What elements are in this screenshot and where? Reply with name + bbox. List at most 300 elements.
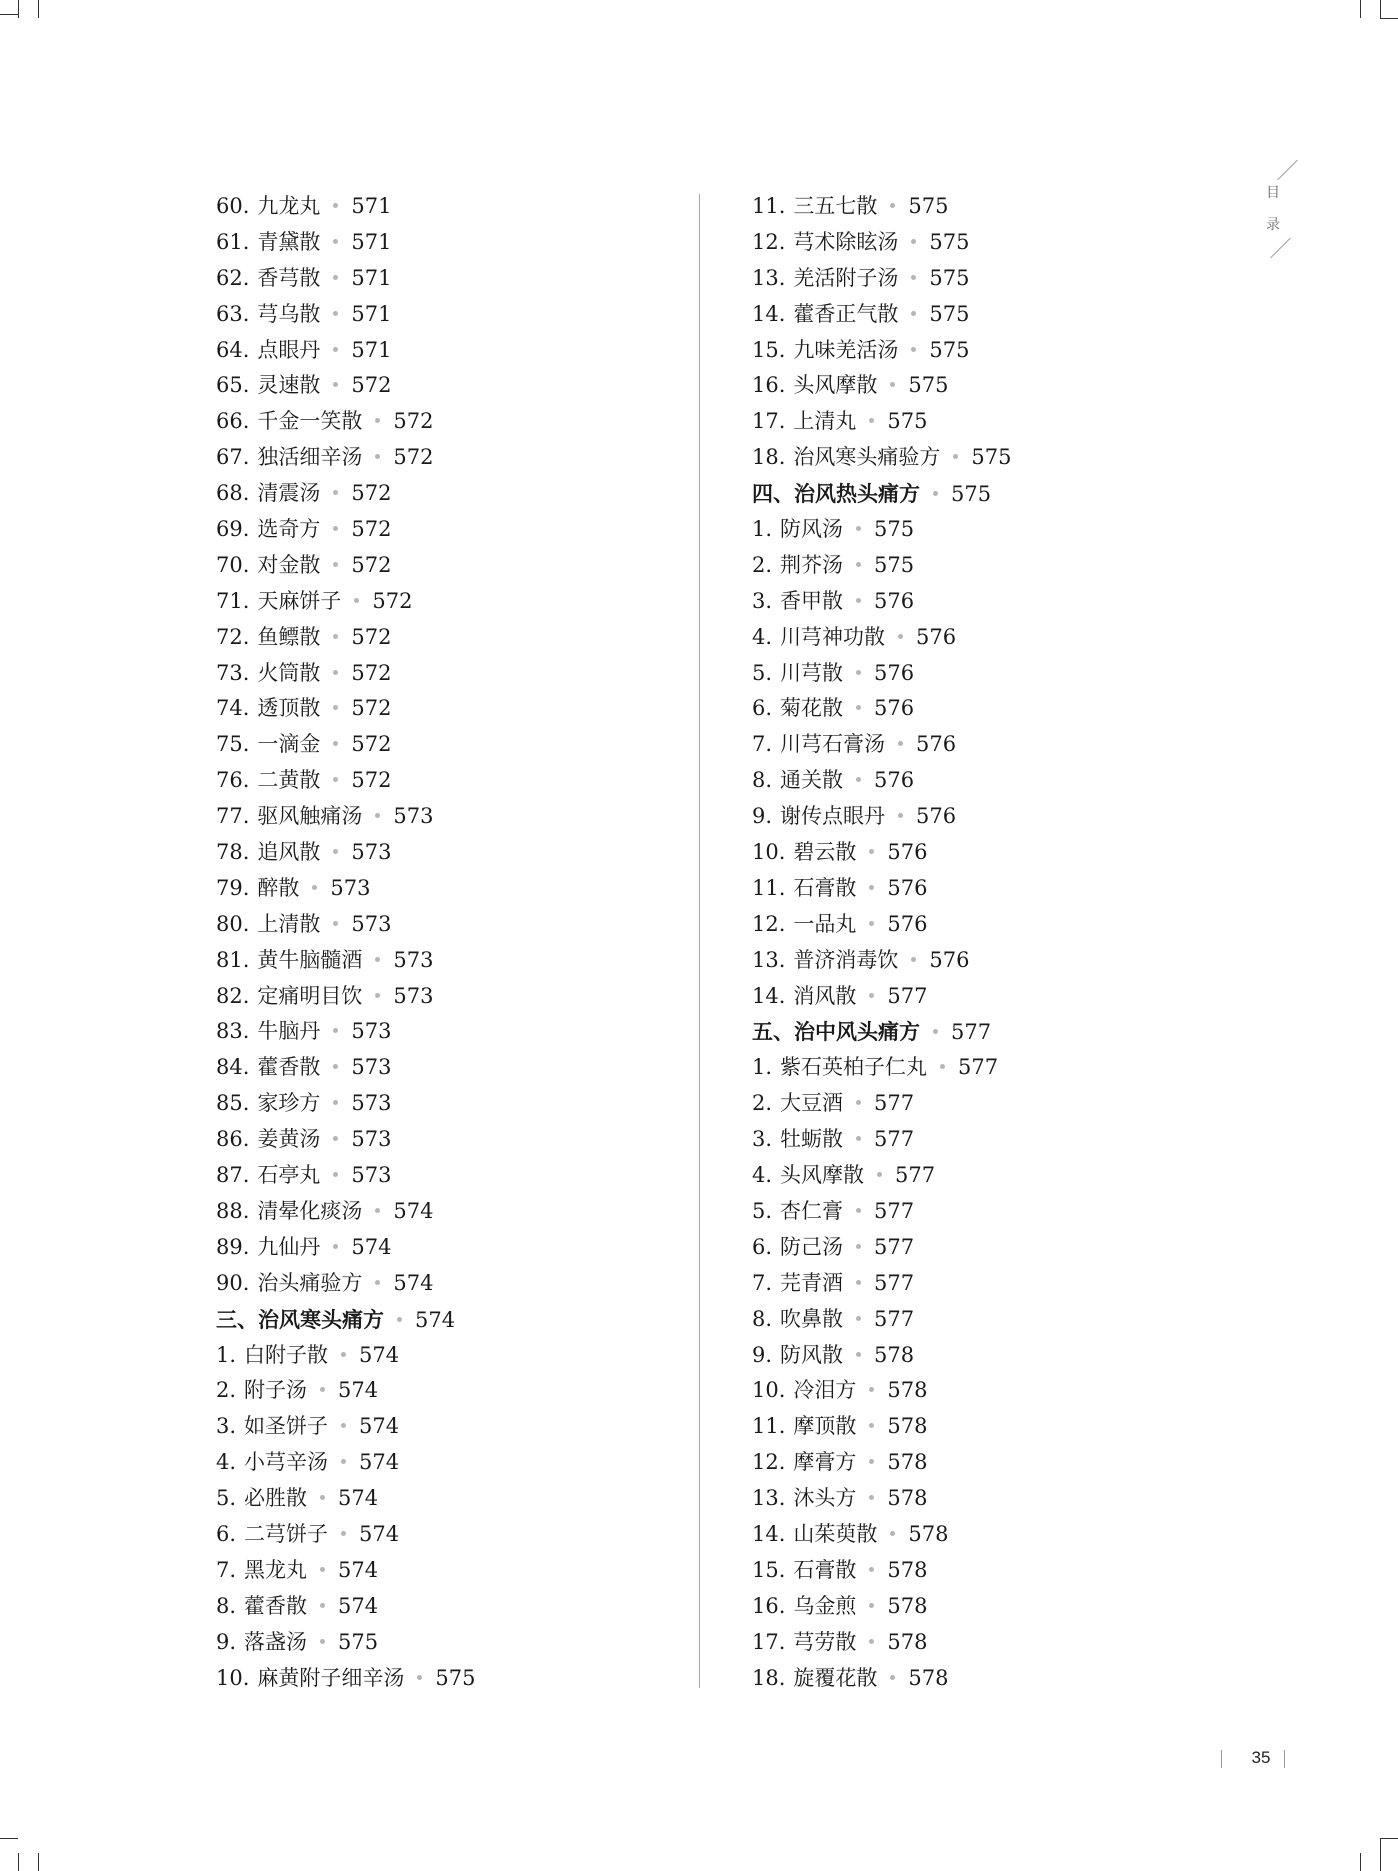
- entry-number: 69.: [216, 517, 250, 542]
- entry-number: 2.: [752, 1091, 773, 1116]
- entry-title: 九仙丹: [257, 1234, 321, 1259]
- separator-dot: [333, 1244, 338, 1249]
- entry-title: 上清散: [257, 911, 321, 936]
- crop-mark-bottom-right: [1380, 1838, 1381, 1871]
- entry-number: 5.: [752, 660, 773, 685]
- entry-page: 574: [338, 1593, 379, 1618]
- entry-number: 64.: [216, 337, 250, 362]
- entry-title: 紫石英柏子仁丸: [780, 1055, 928, 1080]
- toc-entry: [216, 871, 676, 907]
- entry-title: 防己汤: [780, 1234, 844, 1259]
- entry-title: 吹鼻散: [780, 1306, 844, 1331]
- entry-page: 572: [351, 373, 392, 398]
- entry-page: 575: [971, 445, 1012, 470]
- entry-page: 573: [393, 947, 434, 972]
- entry-page: 576: [874, 660, 915, 685]
- toc-entry: [216, 763, 676, 799]
- entry-page: 573: [351, 911, 392, 936]
- entry-number: 65.: [216, 373, 250, 398]
- entry-number: 8.: [752, 1306, 773, 1331]
- entry-page: 576: [916, 732, 957, 757]
- toc-entry: [216, 1338, 676, 1374]
- entry-number: 10.: [216, 1665, 250, 1690]
- entry-page: 577: [874, 1091, 915, 1116]
- separator-dot: [333, 526, 338, 531]
- entry-number: 14.: [752, 301, 786, 326]
- entry-title: 独活细辛汤: [257, 445, 363, 470]
- separator-dot: [417, 1675, 422, 1680]
- entry-number: 6.: [752, 1234, 773, 1259]
- entry-page: 576: [929, 947, 970, 972]
- entry-page: 575: [338, 1629, 379, 1654]
- entry-title: 治头痛验方: [257, 1270, 363, 1295]
- separator-dot: [312, 885, 317, 890]
- separator-dot: [320, 1567, 325, 1572]
- separator-dot: [856, 670, 861, 675]
- entry-title: 川芎石膏汤: [780, 732, 886, 757]
- separator-dot: [333, 777, 338, 782]
- entry-number: 89.: [216, 1234, 250, 1259]
- entry-title: 点眼丹: [257, 337, 321, 362]
- toc-entry: [216, 512, 676, 548]
- toc-entry: [216, 189, 676, 225]
- toc-entry: [752, 656, 1212, 692]
- entry-page: 571: [351, 337, 392, 362]
- entry-page: 576: [887, 875, 928, 900]
- separator-dot: [877, 1172, 882, 1177]
- separator-dot: [333, 1172, 338, 1177]
- separator-dot: [397, 1317, 402, 1322]
- toc-entry: [216, 1445, 676, 1481]
- entry-title: 必胜散: [244, 1486, 308, 1511]
- separator-dot: [898, 813, 903, 818]
- entry-page: 578: [887, 1450, 928, 1475]
- toc-entry: [216, 1661, 676, 1697]
- entry-title: 藿香正气散: [793, 301, 899, 326]
- entry-number: 4.: [216, 1450, 237, 1475]
- separator-dot: [333, 203, 338, 208]
- toc-entry: [752, 297, 1212, 333]
- entry-page: 577: [874, 1127, 915, 1152]
- toc-section-heading: [752, 476, 1212, 512]
- toc-entry: [216, 368, 676, 404]
- entry-page: 576: [874, 696, 915, 721]
- separator-dot: [333, 921, 338, 926]
- separator-dot: [320, 1603, 325, 1608]
- toc-entry: [752, 1553, 1212, 1589]
- entry-title: 三、治风寒头痛方: [216, 1306, 384, 1332]
- entry-page: 572: [351, 696, 392, 721]
- entry-page: 576: [887, 911, 928, 936]
- separator-dot: [333, 670, 338, 675]
- crop-mark-top-right: [1380, 0, 1381, 18]
- toc-entry: [216, 620, 676, 656]
- entry-number: 14.: [752, 1521, 786, 1546]
- entry-title: 麻黄附子细辛汤: [257, 1665, 405, 1690]
- entry-title: 消风散: [793, 983, 857, 1008]
- entry-page: 573: [330, 875, 371, 900]
- entry-title: 二黄散: [257, 768, 321, 793]
- entry-title: 碧云散: [793, 840, 857, 865]
- entry-page: 577: [958, 1055, 999, 1080]
- entry-title: 附子汤: [244, 1378, 308, 1403]
- toc-entry: [752, 333, 1212, 369]
- entry-number: 11.: [752, 194, 786, 218]
- separator-dot: [341, 1352, 346, 1357]
- crop-mark-bottom-left: [0, 1838, 18, 1839]
- toc-entry: [216, 1481, 676, 1517]
- entry-page: 575: [908, 194, 949, 218]
- separator-dot: [375, 418, 380, 423]
- entry-number: 74.: [216, 696, 250, 721]
- toc-entry: [752, 584, 1212, 620]
- entry-page: 574: [338, 1378, 379, 1403]
- entry-page: 574: [359, 1414, 400, 1439]
- separator-dot: [890, 382, 895, 387]
- entry-number: 13.: [752, 1486, 786, 1511]
- entry-page: 571: [351, 301, 392, 326]
- entry-title: 摩顶散: [793, 1414, 857, 1439]
- toc-right-column: [752, 189, 1212, 1696]
- crop-mark-bottom-left: [18, 1853, 19, 1871]
- entry-page: 574: [359, 1521, 400, 1546]
- entry-title: 家珍方: [257, 1091, 321, 1116]
- entry-page: 575: [929, 301, 970, 326]
- separator-dot: [333, 1136, 338, 1141]
- toc-entry: [216, 1589, 676, 1625]
- separator-dot: [333, 275, 338, 280]
- entry-number: 7.: [752, 1270, 773, 1295]
- toc-entry: [752, 907, 1212, 943]
- toc-entry: [216, 476, 676, 512]
- entry-page: 573: [351, 1019, 392, 1044]
- separator-dot: [856, 777, 861, 782]
- entry-page: 572: [351, 552, 392, 577]
- separator-dot: [898, 634, 903, 639]
- toc-entry: [752, 1373, 1212, 1409]
- toc-entry: [752, 871, 1212, 907]
- entry-page: 575: [874, 517, 915, 542]
- entry-page: 572: [393, 409, 434, 434]
- separator-dot: [375, 454, 380, 459]
- entry-number: 4.: [752, 624, 773, 649]
- toc-entry: [216, 548, 676, 584]
- toc-entry: [216, 440, 676, 476]
- entry-number: 12.: [752, 1450, 786, 1475]
- crop-mark-bottom-right: [1380, 1838, 1398, 1839]
- entry-number: 72.: [216, 624, 250, 649]
- toc-entry: [216, 799, 676, 835]
- toc-entry: [752, 1625, 1212, 1661]
- separator-dot: [869, 1459, 874, 1464]
- separator-dot: [869, 1567, 874, 1572]
- entry-number: 13.: [752, 265, 786, 290]
- entry-number: 3.: [216, 1414, 237, 1439]
- separator-dot: [933, 491, 938, 496]
- crop-mark-top-left: [38, 0, 39, 18]
- separator-dot: [856, 705, 861, 710]
- entry-page: 578: [887, 1629, 928, 1654]
- entry-title: 荆芥汤: [780, 552, 844, 577]
- entry-number: 9.: [216, 1629, 237, 1654]
- entry-number: 9.: [752, 804, 773, 829]
- entry-title: 芎劳散: [793, 1629, 857, 1654]
- entry-page: 577: [874, 1198, 915, 1223]
- toc-entry: [752, 440, 1212, 476]
- entry-title: 小芎辛汤: [244, 1450, 329, 1475]
- entry-number: 13.: [752, 947, 786, 972]
- crop-mark-bottom-left: [38, 1853, 39, 1871]
- tab-slash-bottom: [1270, 238, 1291, 259]
- toc-entry: [752, 1445, 1212, 1481]
- entry-title: 芎术除眩汤: [793, 229, 899, 254]
- separator-dot: [856, 1352, 861, 1357]
- entry-title: 山茱萸散: [793, 1521, 878, 1546]
- entry-page: 571: [351, 229, 392, 254]
- toc-entry: [216, 691, 676, 727]
- entry-number: 63.: [216, 301, 250, 326]
- separator-dot: [890, 1675, 895, 1680]
- toc-entry: [216, 584, 676, 620]
- toc-entry: [752, 225, 1212, 261]
- entry-page: 575: [929, 337, 970, 362]
- entry-page: 573: [393, 804, 434, 829]
- entry-page: 573: [351, 1055, 392, 1080]
- entry-title: 上清丸: [793, 409, 857, 434]
- separator-dot: [333, 239, 338, 244]
- entry-title: 牡蛎散: [780, 1127, 844, 1152]
- entry-title: 姜黄汤: [257, 1127, 321, 1152]
- side-tab-char: 录: [1266, 217, 1280, 233]
- toc-entry: [216, 404, 676, 440]
- entry-number: 3.: [752, 1127, 773, 1152]
- entry-title: 九味羌活汤: [793, 337, 899, 362]
- entry-title: 头风摩散: [793, 373, 878, 398]
- separator-dot: [333, 1028, 338, 1033]
- entry-number: 11.: [752, 875, 786, 900]
- entry-number: 85.: [216, 1091, 250, 1116]
- entry-number: 18.: [752, 1665, 786, 1690]
- entry-number: 61.: [216, 229, 250, 254]
- entry-number: 88.: [216, 1198, 250, 1223]
- toc-entry: [216, 261, 676, 297]
- entry-page: 576: [916, 804, 957, 829]
- toc-entry: [216, 1373, 676, 1409]
- entry-page: 572: [351, 732, 392, 757]
- entry-title: 驱风触痛汤: [257, 804, 363, 829]
- entry-title: 石亭丸: [257, 1163, 321, 1188]
- entry-title: 藿香散: [257, 1055, 321, 1080]
- separator-dot: [856, 1244, 861, 1249]
- toc-entry: [752, 512, 1212, 548]
- separator-dot: [890, 1531, 895, 1536]
- entry-title: 旋覆花散: [793, 1665, 878, 1690]
- entry-page: 577: [887, 983, 928, 1008]
- entry-page: 576: [874, 768, 915, 793]
- separator-dot: [333, 741, 338, 746]
- entry-number: 68.: [216, 481, 250, 506]
- entry-title: 黄牛脑髓酒: [257, 947, 363, 972]
- entry-page: 577: [874, 1306, 915, 1331]
- entry-page: 578: [887, 1486, 928, 1511]
- toc-entry: [752, 1050, 1212, 1086]
- entry-page: 574: [393, 1198, 434, 1223]
- entry-number: 81.: [216, 947, 250, 972]
- toc-entry: [752, 799, 1212, 835]
- entry-page: 578: [908, 1665, 949, 1690]
- entry-page: 578: [887, 1414, 928, 1439]
- toc-entry: [752, 763, 1212, 799]
- separator-dot: [856, 526, 861, 531]
- entry-page: 578: [887, 1557, 928, 1582]
- crop-mark-top-right: [1360, 0, 1361, 18]
- separator-dot: [856, 1100, 861, 1105]
- separator-dot: [856, 1280, 861, 1285]
- entry-page: 577: [951, 1020, 992, 1045]
- entry-page: 577: [874, 1234, 915, 1259]
- entry-number: 3.: [752, 588, 773, 613]
- entry-title: 一滴金: [257, 732, 321, 757]
- entry-page: 572: [393, 445, 434, 470]
- entry-number: 5.: [216, 1486, 237, 1511]
- entry-title: 防风散: [780, 1342, 844, 1367]
- crop-mark-top-left: [18, 0, 19, 18]
- entry-number: 77.: [216, 804, 250, 829]
- entry-title: 川芎散: [780, 660, 844, 685]
- separator-dot: [869, 1495, 874, 1500]
- entry-title: 追风散: [257, 840, 321, 865]
- separator-dot: [869, 1423, 874, 1428]
- entry-title: 定痛明目饮: [257, 983, 363, 1008]
- entry-title: 灵速散: [257, 373, 321, 398]
- entry-page: 573: [351, 1163, 392, 1188]
- side-tab-char: 目: [1266, 185, 1280, 201]
- toc-entry: [216, 1553, 676, 1589]
- entry-number: 79.: [216, 875, 250, 900]
- toc-entry: [216, 1517, 676, 1553]
- toc-entry: [752, 1302, 1212, 1338]
- entry-title: 沐头方: [793, 1486, 857, 1511]
- toc-entry: [752, 1409, 1212, 1445]
- entry-number: 7.: [216, 1557, 237, 1582]
- toc-entry: [752, 691, 1212, 727]
- entry-title: 羌活附子汤: [793, 265, 899, 290]
- toc-entry: [216, 907, 676, 943]
- separator-dot: [341, 1423, 346, 1428]
- entry-number: 18.: [752, 445, 786, 470]
- separator-dot: [333, 1100, 338, 1105]
- entry-page: 574: [393, 1270, 434, 1295]
- toc-entry: [752, 1661, 1212, 1697]
- entry-number: 76.: [216, 768, 250, 793]
- entry-page: 578: [908, 1521, 949, 1546]
- entry-number: 9.: [752, 1342, 773, 1367]
- toc-entry: [216, 333, 676, 369]
- entry-number: 7.: [752, 732, 773, 757]
- entry-page: 574: [359, 1450, 400, 1475]
- entry-page: 577: [874, 1270, 915, 1295]
- entry-title: 透顶散: [257, 696, 321, 721]
- entry-title: 火筒散: [257, 660, 321, 685]
- crop-mark-top-right: [1380, 18, 1398, 19]
- toc-entry: [752, 1517, 1212, 1553]
- entry-number: 12.: [752, 911, 786, 936]
- entry-number: 6.: [216, 1521, 237, 1546]
- entry-page: 573: [351, 1127, 392, 1152]
- entry-title: 乌金煎: [793, 1593, 857, 1618]
- entry-title: 普济消毒饮: [793, 947, 899, 972]
- entry-number: 17.: [752, 1629, 786, 1654]
- entry-number: 73.: [216, 660, 250, 685]
- separator-dot: [333, 849, 338, 854]
- separator-dot: [375, 1208, 380, 1213]
- entry-title: 青黛散: [257, 229, 321, 254]
- entry-title: 清晕化痰汤: [257, 1198, 363, 1223]
- separator-dot: [911, 957, 916, 962]
- toc-entry: [216, 1625, 676, 1661]
- toc-entry: [216, 1014, 676, 1050]
- entry-page: 575: [929, 265, 970, 290]
- entry-number: 90.: [216, 1270, 250, 1295]
- entry-title: 鱼鳔散: [257, 624, 321, 649]
- separator-dot: [375, 1280, 380, 1285]
- separator-dot: [869, 1603, 874, 1608]
- entry-title: 对金散: [257, 552, 321, 577]
- separator-dot: [869, 885, 874, 890]
- entry-title: 三五七散: [793, 194, 878, 218]
- entry-page: 575: [887, 409, 928, 434]
- separator-dot: [333, 705, 338, 710]
- entry-number: 80.: [216, 911, 250, 936]
- entry-title: 冷泪方: [793, 1378, 857, 1403]
- toc-entry: [752, 1122, 1212, 1158]
- separator-dot: [869, 921, 874, 926]
- separator-dot: [940, 1064, 945, 1069]
- page-number: 35: [1251, 1748, 1271, 1767]
- separator-dot: [856, 1208, 861, 1213]
- entry-title: 川芎神功散: [780, 624, 886, 649]
- crop-mark-bottom-right: [1360, 1853, 1361, 1871]
- toc-section-heading: [216, 1302, 676, 1338]
- separator-dot: [341, 1459, 346, 1464]
- separator-dot: [333, 347, 338, 352]
- toc-entry: [752, 620, 1212, 656]
- entry-page: 575: [874, 552, 915, 577]
- entry-number: 1.: [752, 1055, 773, 1080]
- entry-title: 石膏散: [793, 1557, 857, 1582]
- entry-title: 黑龙丸: [244, 1557, 308, 1582]
- entry-page: 576: [916, 624, 957, 649]
- entry-number: 14.: [752, 983, 786, 1008]
- separator-dot: [911, 239, 916, 244]
- separator-dot: [933, 1029, 938, 1034]
- entry-title: 如圣饼子: [244, 1414, 329, 1439]
- toc-entry: [216, 979, 676, 1015]
- entry-title: 治风寒头痛验方: [793, 445, 941, 470]
- entry-page: 573: [393, 983, 434, 1008]
- entry-number: 16.: [752, 1593, 786, 1618]
- toc-entry: [752, 727, 1212, 763]
- entry-number: 86.: [216, 1127, 250, 1152]
- separator-dot: [856, 1316, 861, 1321]
- entry-title: 牛脑丹: [257, 1019, 321, 1044]
- entry-page: 575: [929, 229, 970, 254]
- toc-left-column: [216, 189, 676, 1696]
- entry-page: 575: [435, 1665, 476, 1690]
- entry-number: 70.: [216, 552, 250, 577]
- entry-page: 571: [351, 194, 392, 218]
- section-side-tab: [1262, 164, 1302, 256]
